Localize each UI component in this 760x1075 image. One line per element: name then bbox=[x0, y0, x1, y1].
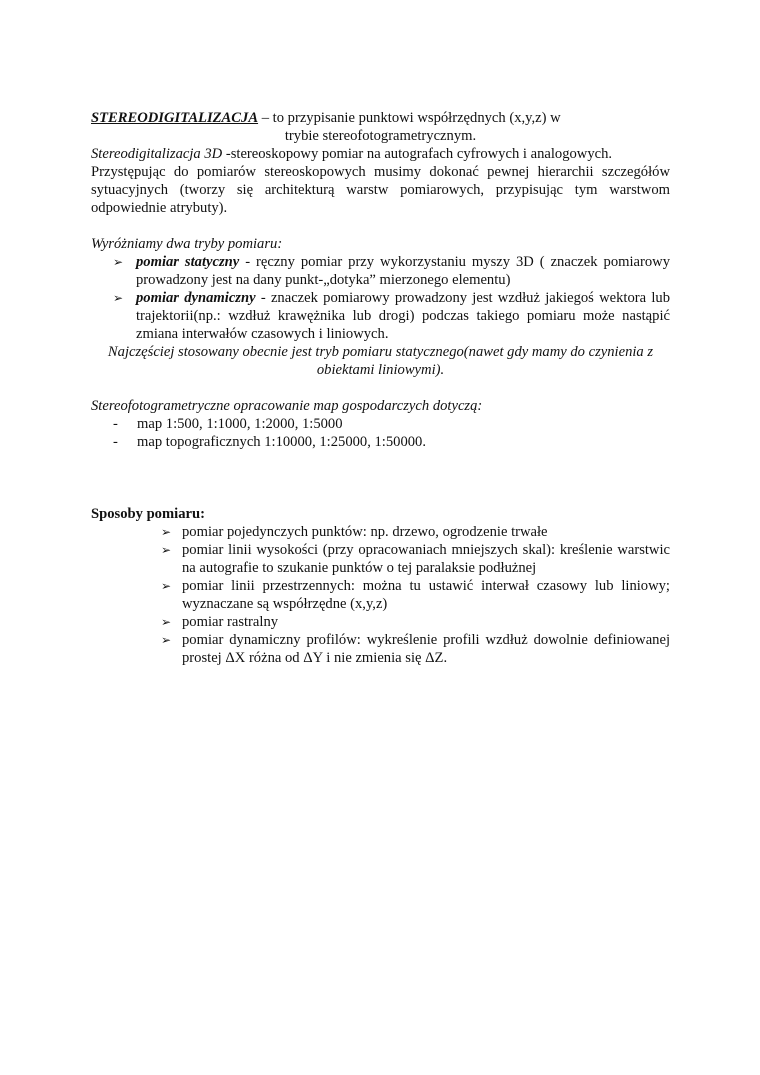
mode-text: - ręczny pomiar przy wykorzystaniu myszy 3D ( znaczek pomiarowy prowadzony jest na dany punkt-„dotyka” mierzonego elementu) bbox=[136, 254, 670, 288]
list-item bbox=[161, 541, 670, 577]
arrow-bullet-icon: ➢ bbox=[113, 291, 124, 305]
map-item-text: map 1:500, 1:1000, 1:2000, 1:5000 bbox=[137, 416, 343, 432]
arrow-bullet-icon: ➢ bbox=[161, 525, 172, 539]
arrow-bullet-icon: ➢ bbox=[161, 633, 172, 647]
intro-paragraph-2: Przystępując do pomiarów stereoskopowych musimy dokonać pewnej hierarchii szczegółów sytuacyjnych (tworzy się architekturą warstw pomiarowych, przypisując tym warstwom odpowiednie atrybuty). bbox=[91, 164, 670, 216]
maps-list bbox=[91, 415, 670, 451]
modes-heading: Wyróżniamy dwa tryby pomiaru: bbox=[91, 236, 283, 252]
map-item-text: map topograficznych 1:10000, 1:25000, 1:50000. bbox=[137, 434, 426, 450]
modes-list bbox=[91, 253, 670, 343]
method-text: pomiar rastralny bbox=[182, 614, 279, 630]
document-body bbox=[91, 109, 670, 667]
mode-label: pomiar dynamiczny bbox=[136, 290, 256, 306]
list-item bbox=[91, 289, 670, 343]
arrow-bullet-icon: ➢ bbox=[113, 255, 124, 269]
methods-list bbox=[91, 523, 670, 667]
mode-label: pomiar statyczny bbox=[136, 254, 240, 270]
method-text: pomiar linii wysokości (przy opracowaniach mniejszych skal): kreślenie warstwic na autografie to szukanie punktów o tej paralaksie podłużnej bbox=[182, 542, 670, 576]
list-item bbox=[91, 253, 670, 289]
title-term: STEREODIGITALIZACJA bbox=[91, 110, 259, 126]
title-definition: – to przypisanie punktowi współrzędnych (x,y,z) w bbox=[258, 110, 561, 126]
dash-bullet: - bbox=[113, 434, 118, 450]
modes-note: Najczęściej stosowany obecnie jest tryb pomiaru statycznego(nawet gdy mamy do czynienia z obiektami liniowymi). bbox=[107, 344, 654, 378]
title-line bbox=[91, 109, 670, 127]
method-text: pomiar pojedynczych punktów: np. drzewo, ogrodzenie trwałe bbox=[182, 524, 548, 540]
list-item bbox=[161, 523, 670, 541]
dash-bullet: - bbox=[113, 416, 118, 432]
maps-heading: Stereofotogrametryczne opracowanie map gospodarczych dotyczą: bbox=[91, 398, 483, 414]
mode-text: - znaczek pomiarowy prowadzony jest wzdłuż jakiegoś wektora lub trajektorii(np.: wzdłuż krawężnika lub drogi) podczas takiego pomiaru może nastąpić zmiana interwałów czasowych i liniowych. bbox=[136, 290, 670, 342]
intro-text1: -stereoskopowy pomiar na autografach cyfrowych i analogowych. bbox=[222, 146, 613, 162]
intro-paragraph bbox=[91, 145, 670, 163]
title-definition-cont: trybie stereofotogrametrycznym. bbox=[284, 128, 477, 144]
method-text: pomiar dynamiczny profilów: wykreślenie profili wzdłuż dowolnie definiowanej prostej ΔX różna od ΔY i nie zmienia się ΔZ. bbox=[182, 632, 670, 666]
list-item bbox=[161, 577, 670, 613]
list-item bbox=[91, 433, 670, 451]
methods-heading: Sposoby pomiaru: bbox=[91, 506, 205, 522]
intro-italic: Stereodigitalizacja 3D bbox=[91, 146, 223, 162]
arrow-bullet-icon: ➢ bbox=[161, 543, 172, 557]
method-text: pomiar linii przestrzennych: można tu ustawić interwał czasowy lub liniowy; wyznaczane są współrzędne (x,y,z) bbox=[182, 578, 670, 612]
list-item bbox=[91, 415, 670, 433]
arrow-bullet-icon: ➢ bbox=[161, 615, 172, 629]
arrow-bullet-icon: ➢ bbox=[161, 579, 172, 593]
list-item bbox=[161, 631, 670, 667]
list-item bbox=[161, 613, 670, 631]
